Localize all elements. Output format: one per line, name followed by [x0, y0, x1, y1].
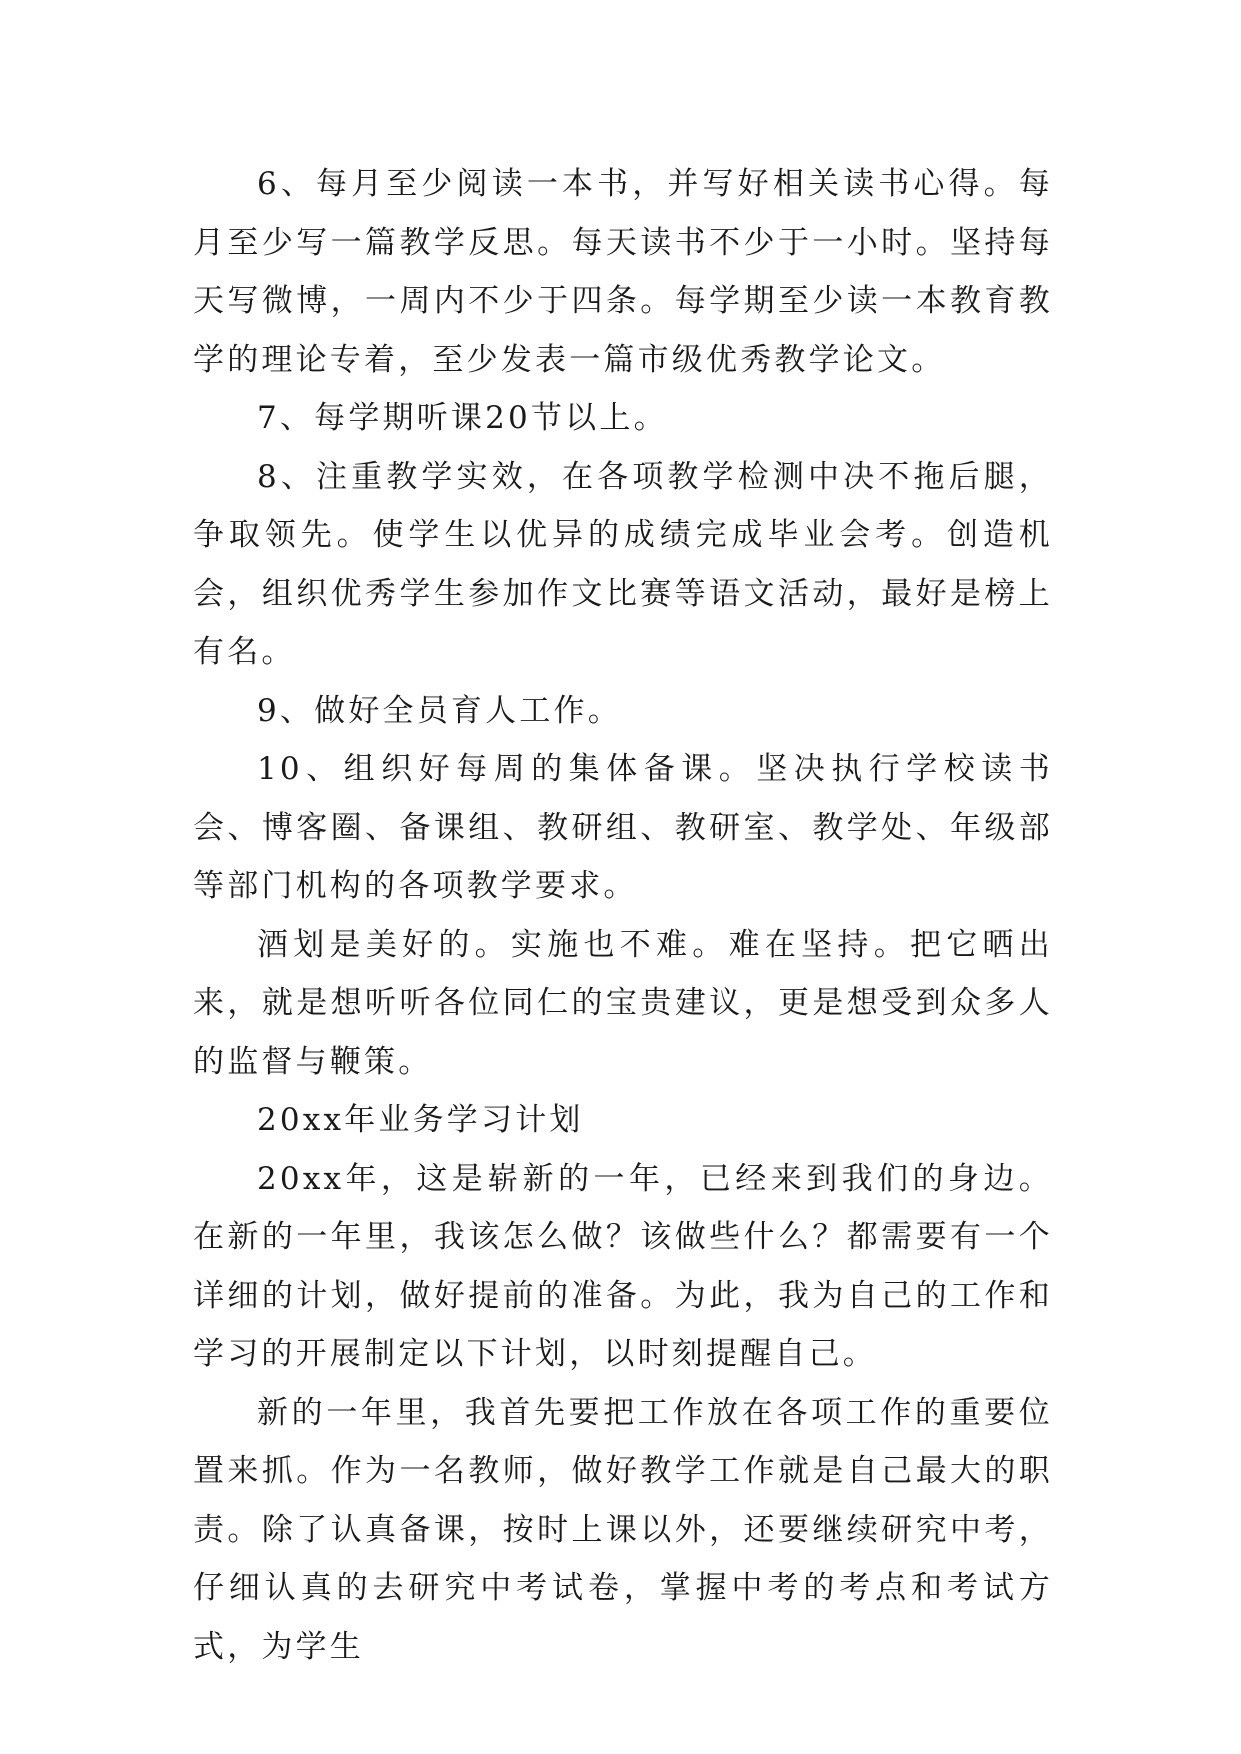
paragraph-item-8: 8、注重教学实效，在各项教学检测中决不拖后腿，争取领先。使学生以优异的成绩完成毕业会考。创造机会，组织优秀学生参加作文比赛等语文活动，最好是榜上有名。	[193, 458, 1053, 670]
paragraph-item-10: 10、组织好每周的集体备课。坚决执行学校读书会、博客圈、备课组、教研组、教研室、教学处、年级部等部门机构的各项教学要求。	[193, 751, 1053, 904]
paragraph-closing: 酒划是美好的。实施也不难。难在坚持。把它晒出来，就是想听听各位同仁的宝贵建议，更是想受到众多人的监督与鞭策。	[193, 926, 1053, 1080]
document-body	[193, 155, 1053, 1676]
paragraph-item-7: 7、每学期听课20节以上。	[257, 400, 668, 436]
section-heading: 20xx年业务学习计划	[257, 1102, 584, 1138]
paragraph-item-6: 6、每月至少阅读一本书，并写好相关读书心得。每月至少写一篇教学反思。每天读书不少于一小时。坚持每天写微博，一周内不少于四条。每学期至少读一本教育教学的理论专着，至少发表一篇市级优秀教学论文。	[193, 166, 1053, 378]
paragraph-intro: 20xx年，这是崭新的一年，已经来到我们的身边。在新的一年里，我该怎么做？该做些什么？都需要有一个详细的计划，做好提前的准备。为此，我为自己的工作和学习的开展制定以下计划，以时刻提醒自己。	[193, 1160, 1053, 1372]
paragraph-item-9: 9、做好全员育人工作。	[257, 692, 622, 729]
paragraph-work-plan: 新的一年里，我首先要把工作放在各项工作的重要位置来抓。作为一名教师，做好教学工作就是自己最大的职责。除了认真备课，按时上课以外，还要继续研究中考，仔细认真的去研究中考试卷，掌握中考的考点和考试方式，为学生	[193, 1394, 1053, 1665]
